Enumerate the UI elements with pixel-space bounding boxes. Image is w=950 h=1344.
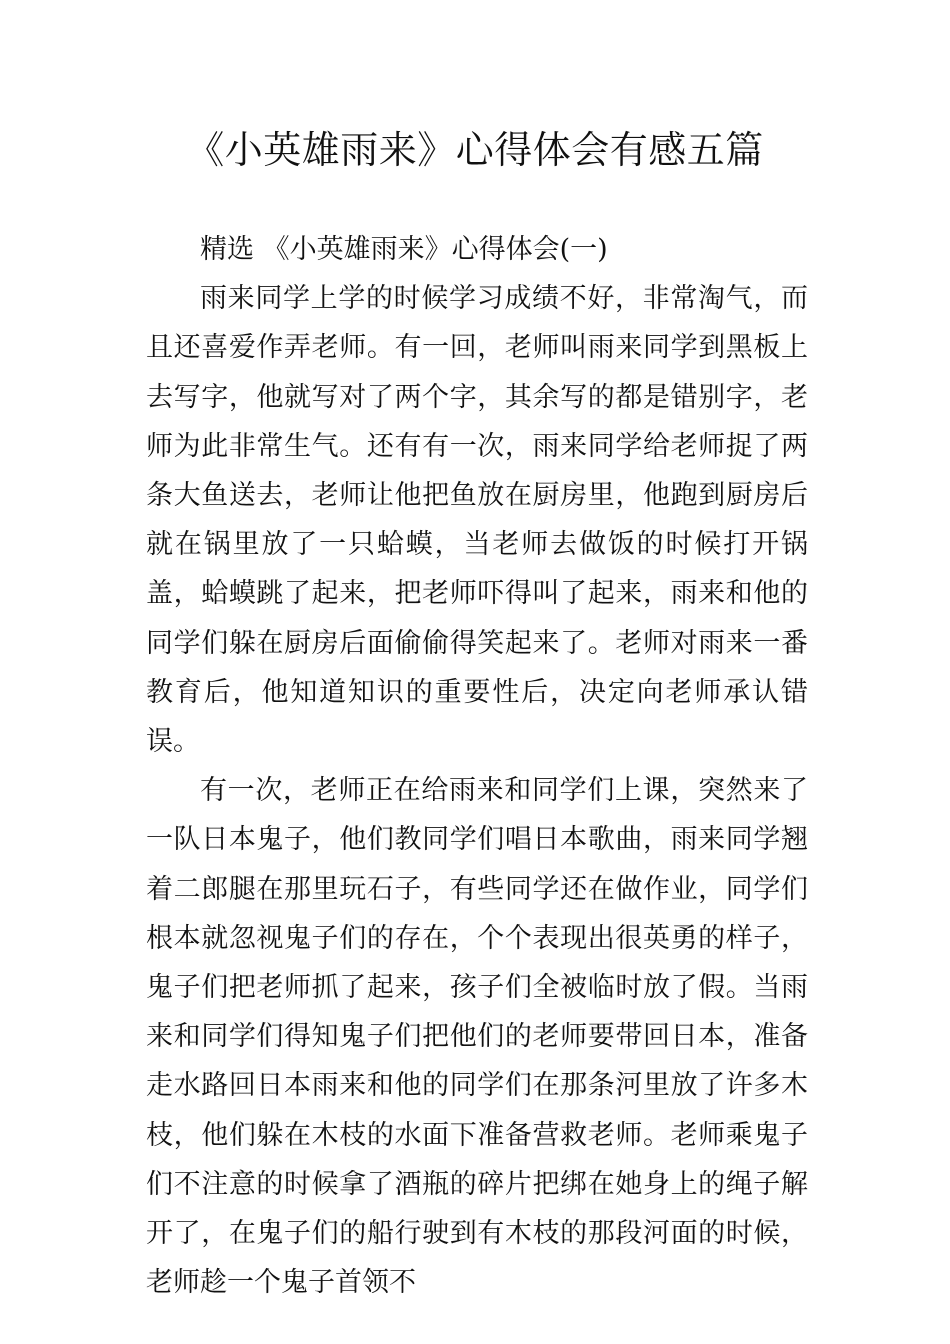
document-title: 《小英雄雨来》心得体会有感五篇 bbox=[186, 128, 764, 172]
section-heading: 精选 《小英雄雨来》心得体会(一) bbox=[200, 234, 608, 265]
document-body bbox=[146, 225, 808, 1307]
paragraph: 雨来同学上学的时候学习成绩不好，非常淘气，而且还喜爱作弄老师。有一回，老师叫雨来同学到黑板上去写字，他就写对了两个字，其余写的都是错别字，老师为此非常生气。还有有一次，雨来同学给老师捉了两条大鱼送去，老师让他把鱼放在厨房里，他跑到厨房后就在锅里放了一只蛤蟆，当老师去做饭的时候打开锅盖，蛤蟆跳了起来，把老师吓得叫了起来，雨来和他的同学们躲在厨房后面偷偷得笑起来了。老师对雨来一番教育后，他知道知识的重要性后，决定向老师承认错误。 bbox=[146, 283, 808, 758]
paragraph: 有一次，老师正在给雨来和同学们上课，突然来了一队日本鬼子，他们教同学们唱日本歌曲，雨来同学翘着二郎腿在那里玩石子，有些同学还在做作业，同学们根本就忽视鬼子们的存在，个个表现出很英勇的样子，鬼子们把老师抓了起来，孩子们全被临时放了假。当雨来和同学们得知鬼子们把他们的老师要带回日本，准备走水路回日本雨来和他的同学们在那条河里放了许多木枝，他们躲在木枝的水面下准备营救老师。老师乘鬼子们不注意的时候拿了酒瓶的碎片把绑在她身上的绳子解开了，在鬼子们的船行驶到有木枝的那段河面的时候，老师趁一个鬼子首领不 bbox=[146, 775, 808, 1299]
